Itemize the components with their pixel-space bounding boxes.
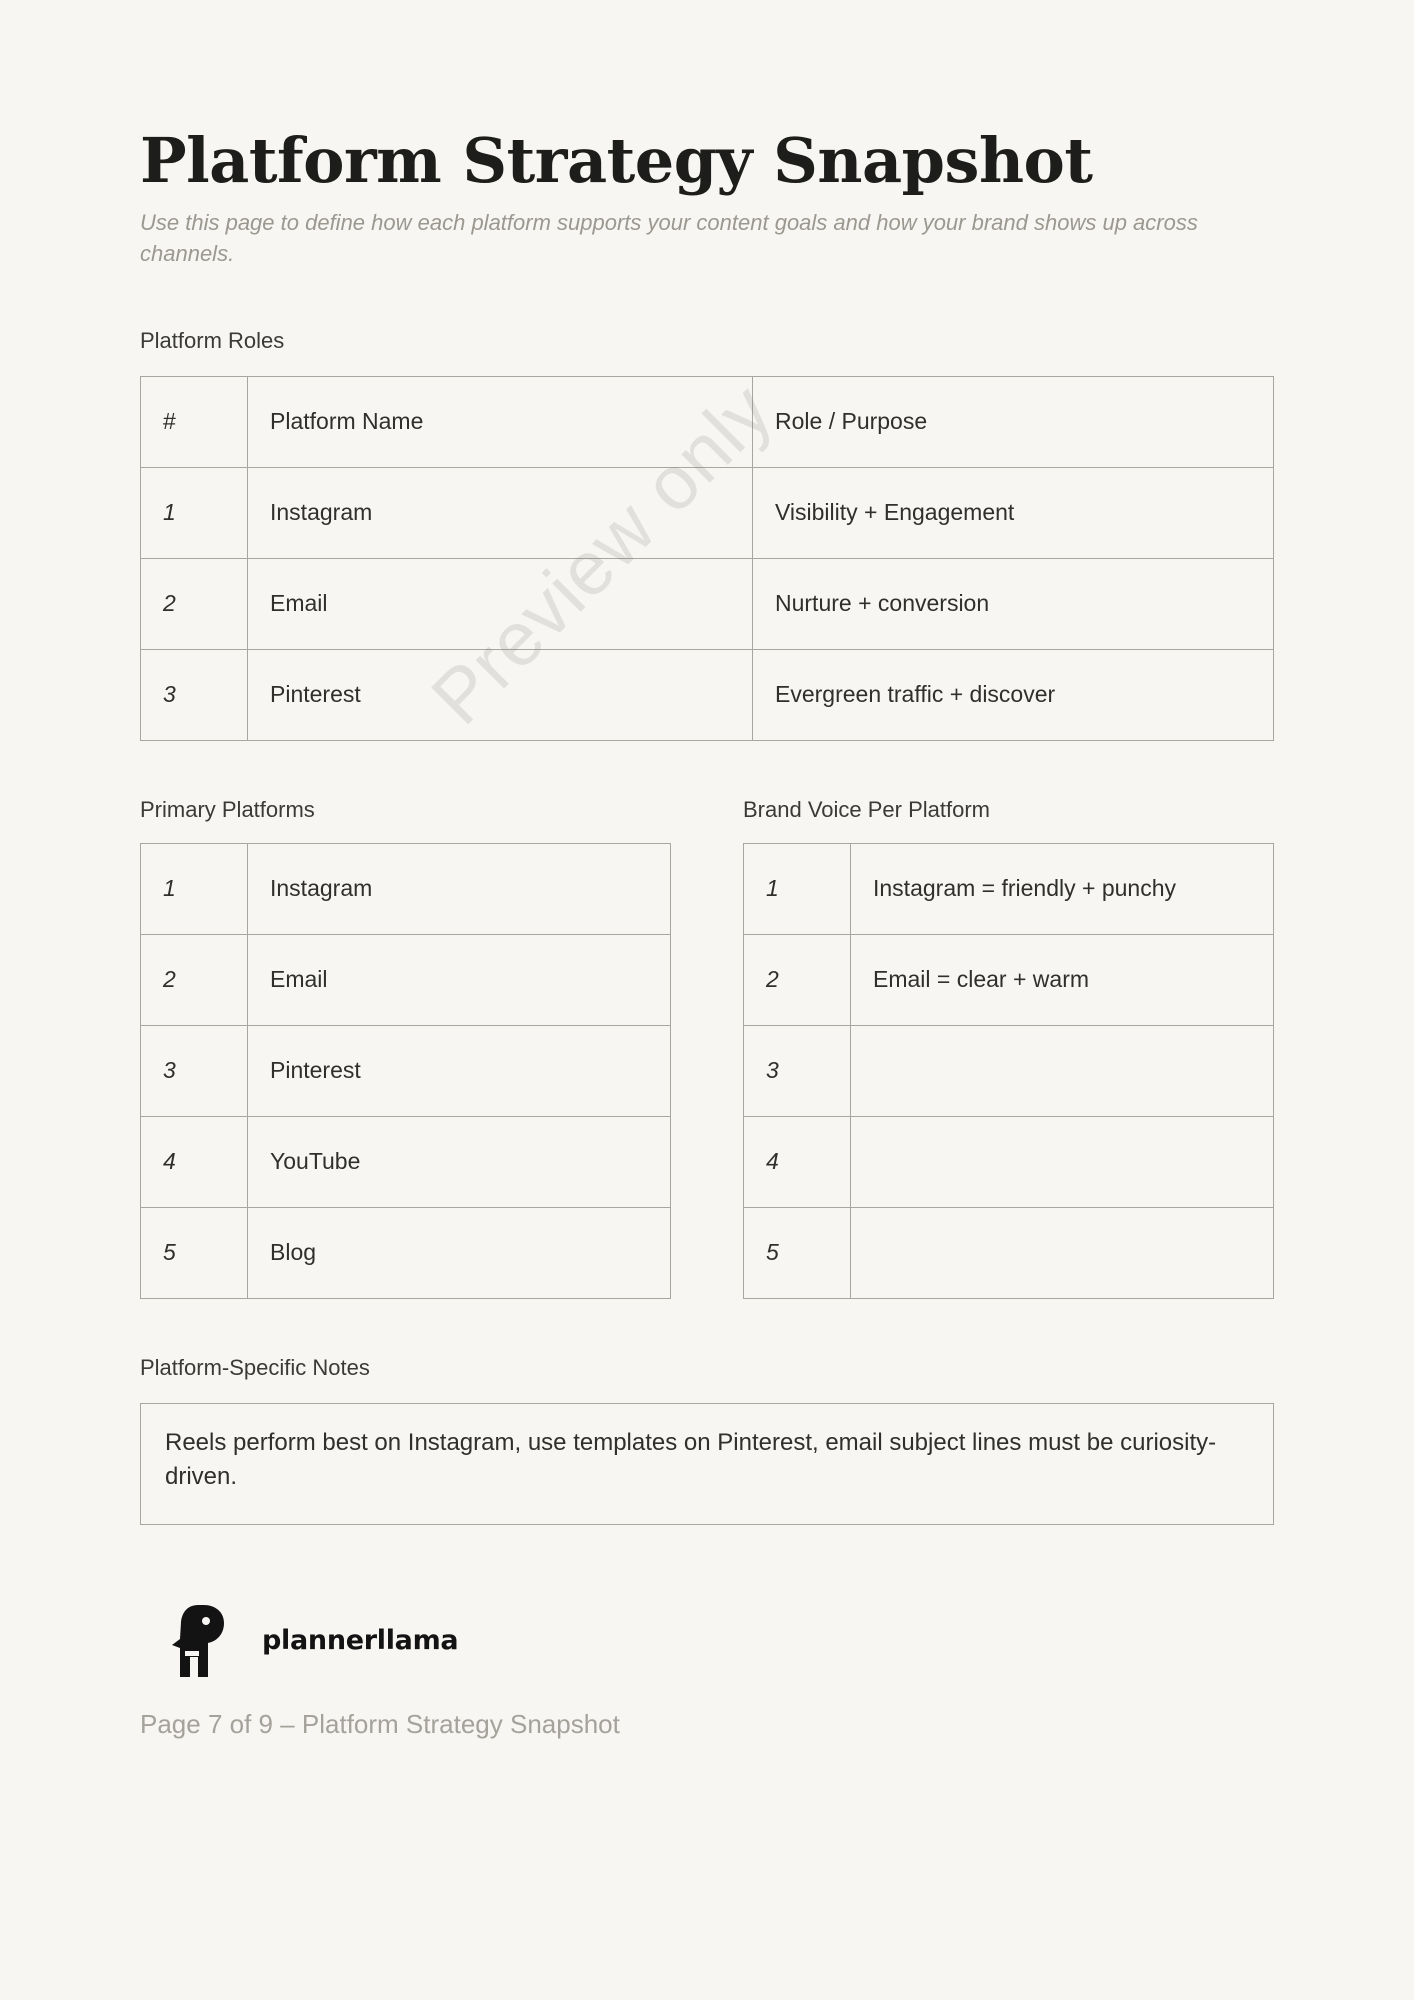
- list-item[interactable]: [141, 843, 671, 934]
- header-cell-role: Role / Purpose: [753, 376, 1274, 467]
- list-item[interactable]: [141, 934, 671, 1025]
- brand-name: plannerllama: [262, 1625, 459, 1657]
- table-header-row: [141, 376, 1274, 467]
- role-purpose-cell[interactable]: Visibility + Engagement: [753, 467, 1274, 558]
- primary-platform-cell[interactable]: Blog: [248, 1207, 671, 1298]
- primary-platforms-column: [140, 797, 671, 1299]
- primary-platform-cell[interactable]: Instagram: [248, 843, 671, 934]
- primary-platforms-table: [140, 843, 671, 1299]
- primary-platforms-label: Primary Platforms: [140, 796, 315, 822]
- role-purpose-cell[interactable]: Nurture + conversion: [753, 558, 1274, 649]
- platform-name-cell[interactable]: Pinterest: [248, 649, 753, 740]
- brand-voice-cell[interactable]: [851, 1025, 1274, 1116]
- brand-voice-column: [743, 797, 1274, 1299]
- row-number: 1: [744, 843, 851, 934]
- list-item[interactable]: [744, 934, 1274, 1025]
- row-number: 3: [744, 1025, 851, 1116]
- row-number: 2: [141, 558, 248, 649]
- row-number: 5: [141, 1207, 248, 1298]
- page-title: Platform Strategy Snapshot: [140, 124, 1093, 197]
- platform-roles-label: Platform Roles: [140, 327, 285, 353]
- row-number: 4: [744, 1116, 851, 1207]
- list-item[interactable]: [744, 1207, 1274, 1298]
- platform-notes-label: Platform-Specific Notes: [140, 1354, 370, 1380]
- list-item[interactable]: [744, 843, 1274, 934]
- list-item[interactable]: [744, 1025, 1274, 1116]
- brand-voice-table: [743, 843, 1274, 1299]
- llama-logo-icon: [168, 1599, 252, 1683]
- list-item[interactable]: [141, 1207, 671, 1298]
- primary-platform-cell[interactable]: YouTube: [248, 1116, 671, 1207]
- row-number: 3: [141, 649, 248, 740]
- list-item[interactable]: [744, 1116, 1274, 1207]
- row-number: 1: [141, 843, 248, 934]
- brand-voice-cell[interactable]: [851, 1116, 1274, 1207]
- header-cell-platform: Platform Name: [248, 376, 753, 467]
- table-row[interactable]: [141, 649, 1274, 740]
- platform-notes-field[interactable]: Reels perform best on Instagram, use templates on Pinterest, email subject lines must be curiosity-driven.: [140, 1403, 1274, 1525]
- list-item[interactable]: [141, 1116, 671, 1207]
- brand-voice-cell[interactable]: Email = clear + warm: [851, 934, 1274, 1025]
- list-item[interactable]: [141, 1025, 671, 1116]
- row-number: 4: [141, 1116, 248, 1207]
- page-subtitle: Use this page to define how each platform supports your content goals and how your brand shows up across channels.: [140, 210, 1198, 267]
- header-cell-number: #: [141, 376, 248, 467]
- table-row[interactable]: [141, 558, 1274, 649]
- table-row[interactable]: [141, 467, 1274, 558]
- preview-watermark: Preview only: [415, 367, 789, 741]
- primary-platform-cell[interactable]: Email: [248, 934, 671, 1025]
- page-number-note: Page 7 of 9 – Platform Strategy Snapshot: [140, 1708, 620, 1739]
- platform-name-cell[interactable]: Instagram: [248, 467, 753, 558]
- brand-logo: [168, 1599, 1274, 1683]
- brand-voice-cell[interactable]: [851, 1207, 1274, 1298]
- platform-name-cell[interactable]: Email: [248, 558, 753, 649]
- brand-voice-label: Brand Voice Per Platform: [743, 796, 991, 822]
- platform-roles-table: [140, 376, 1274, 741]
- two-column-section: [140, 797, 1274, 1299]
- row-number: 1: [141, 467, 248, 558]
- row-number: 3: [141, 1025, 248, 1116]
- row-number: 2: [744, 934, 851, 1025]
- primary-platform-cell[interactable]: Pinterest: [248, 1025, 671, 1116]
- role-purpose-cell[interactable]: Evergreen traffic + discover: [753, 649, 1274, 740]
- row-number: 5: [744, 1207, 851, 1298]
- row-number: 2: [141, 934, 248, 1025]
- brand-voice-cell[interactable]: Instagram = friendly + punchy: [851, 843, 1274, 934]
- page-footer: [140, 1599, 1274, 1740]
